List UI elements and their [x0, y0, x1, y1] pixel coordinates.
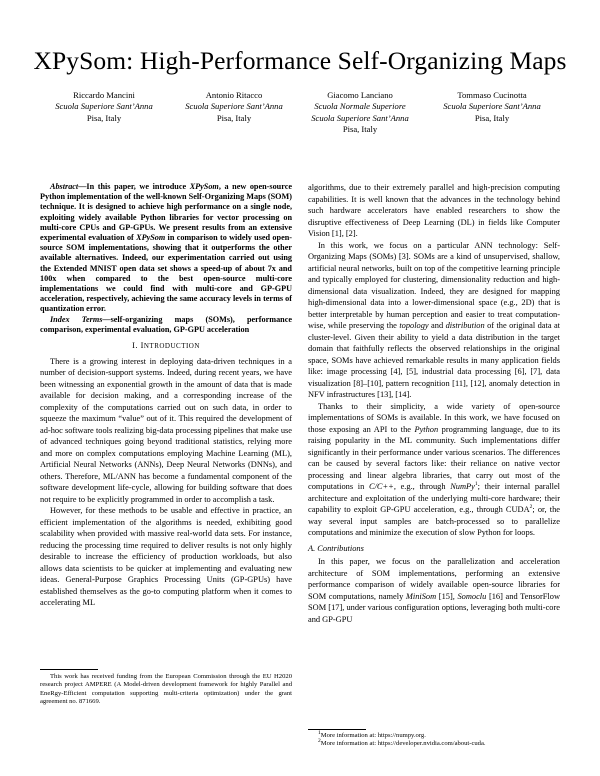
author-2: [170, 90, 298, 124]
author-affiliation-2: Scuola Superiore Sant’Anna: [311, 112, 409, 123]
p2-and: and: [428, 321, 446, 330]
p4-minisom: MiniSom: [405, 591, 437, 601]
footnote-1-mark: 1: [318, 729, 321, 736]
index-terms-text: —self-organizing maps (SOMs), performance comparison, experimental evaluation, GP-GPU acceleration: [40, 314, 293, 334]
footnote-2-text: More information at: https://developer.nvidia.com/about-cuda.: [320, 740, 486, 748]
abstract-dash: —: [78, 182, 87, 191]
index-terms: [40, 315, 292, 335]
abstract-text-3: in comparison to widely used open-source SOM implementations, showing that it outperforms the other available alternatives. Indeed, our experimentation carried out using the Extended MNIST open data set shows a speed-up of about 7x and 100x when compared to the best open-source multi-core implementations we could find with multi-core and GP-GPU acceleration, respectively, achieving the same accuracy levels in terms of quantization error.: [40, 233, 292, 314]
abstract-xpysom-2: XPySom: [136, 233, 166, 243]
abstract-text-2: , a new open-source Python implementation of the well-known Self-Organizing Maps (SOM) technique. It is designed to achieve high performance on a single node, exploiting widely available Python libraries for vector processing on multi-core CPUs and GP-GPUs. We present results from an extensive experimental evaluation of: [40, 182, 292, 243]
funding-footnote-text: This work has received funding from the European Commission through the EU H2020 research project AMPERE (A Model-driven development framework for highly Parallel and EneRgy-Efficient computation supporting multi-criteria optimization) under the grant agreement no. 871669.: [40, 673, 292, 706]
right-paragraph-3: [308, 401, 560, 539]
p3-text-b: programming language, due to its raising popularity in the ML community. Such implementations differ significantly in their performance under various scenarios. The differences can be caused by several factors like: their reliance on native vector processing and linear algebra libraries, that carry out most of the computations in: [308, 424, 560, 491]
abstract-label: Abstract: [50, 182, 79, 191]
section-numeral: I.: [132, 341, 141, 351]
p3-cpp: C/C++: [369, 482, 394, 491]
author-affiliation: Scuola Superiore Sant’Anna: [55, 101, 153, 112]
author-affiliation: Scuola Superiore Sant’Anna: [443, 101, 541, 112]
footnote-mark-1[interactable]: 1: [474, 481, 478, 488]
section-rest: NTRODUCTION: [143, 342, 200, 351]
author-name: Tommaso Cucinotta: [457, 90, 527, 100]
p2-text-b: of the original data at cluster-level. Given their ability to yield a data distribution in the target domain that faithfully reflects the observed relationships in the original space, SOMs have achieved remarkable results in many application fields like: image processing [4], [5], industrial data processing [6], [7], data visualization [8]–[10], pattern recognition [11], [12], anomaly detection in NFV infrastructures [13], [14].: [308, 321, 560, 399]
right-paragraph-2: [308, 240, 560, 401]
footnote-2-mark: 2: [318, 738, 321, 745]
funding-footnote: [40, 673, 292, 707]
p4-text-a: In this paper, we focus on the parallelization and acceleration architecture of SOM implementations, performing an extensive performance comparison of widely available open-source libraries for SOM computations, namely: [308, 557, 560, 601]
index-terms-label: Index Terms: [50, 314, 103, 324]
intro-paragraph-1: There is a growing interest in deploying data-driven techniques in a number of decision-support systems. Indeed, during recent years, we have been witnessing an exponential growth in the amount of data that is made available for decision making, and a corresponding increase of the complexity of the computations carried out on such data, in order to squeeze the maximum “value” out of it. This required the development of ad-hoc software tools realizing big-data processing pipelines that make use of advanced techniques going beyond traditional statistics, relying more and more on complex computations employing Machine Learning (ML), Artificial Neural Networks (ANNs), Deep Neural Networks (DNNs), and others. Therefore, ML/ANN has become a fundamental component of the software development life-cycle, allowing for building software that does not require to be explicitly programmed in order to accomplish a task.: [40, 356, 292, 504]
p3-numpy: NumPy: [450, 482, 475, 491]
p2-distribution: distribution: [445, 321, 485, 330]
p2-text-a: In this work, we focus on a particular ANN technology: Self-Organizing Maps (SOMs) [3]. SOMs are a kind of unsupervised, shallow, artificial neural networks, built on top of the competitive learning principle and typically employed for clustering, dimensionality reduction and high-dimensional data visualization. Indeed, they are designed for mapping high-dimensional data into a lower-dimensional space (e.g., 2D) that is better interpretable by human perception and easier to treat computation-wise, while preserving the: [308, 240, 560, 330]
author-4: [428, 90, 556, 124]
p4-text-b: [15],: [436, 591, 458, 601]
author-3: [296, 90, 424, 136]
intro-paragraph-2: However, for these methods to be usable and effective in practice, an efficient implementation of the algorithms is needed, exhibiting good scalability when provided with massive real-world data sets. For instance, reducing the processing time required to deliver results is not only highly desirable to increase the efficiency of production workloads, but also allows data scientists to be quicker at implementing and evaluating new ideas. General-Purpose Graphics Processing Units (GP-GPUs) have established themselves as the go-to computing platform when it comes to accelerating ML: [40, 506, 292, 608]
footnote-rule-left: [40, 669, 98, 670]
author-affiliation: Scuola Superiore Sant’Anna: [185, 101, 283, 112]
author-location: Pisa, Italy: [216, 112, 252, 123]
author-location: Pisa, Italy: [86, 112, 122, 123]
author-name: Antonio Ritacco: [205, 90, 263, 100]
footnote-1-text: More information at: https://numpy.org.: [320, 732, 426, 739]
abstract-text-1: In this paper, we introduce: [86, 182, 190, 191]
abstract-xpysom: XPySom: [189, 182, 219, 191]
p3-python: Python: [414, 424, 439, 434]
right-paragraph-1: algorithms, due to their extremely parallel and high-precision computing capabilities. It is well known that the advances in the technology behind such hardware accelerators have enabled researchers to show the disruptive effectiveness of Deep Learning (DL) in fields like Computer Vision [1], [2].: [308, 183, 560, 238]
author-name: Riccardo Mancini: [73, 90, 135, 100]
p4-text-c: [16] and TensorFlow SOM [17], under various configuration options, leveraging both multi-core and GP-GPU: [308, 591, 560, 624]
author-name: Giacomo Lanciano: [327, 90, 393, 100]
p4-somoclu: Somoclu: [457, 591, 487, 601]
footnote-rule-right: [308, 729, 366, 730]
abstract: [40, 182, 292, 315]
section-first-letter: I: [140, 341, 144, 351]
right-paragraph-4: [308, 556, 560, 625]
author-location: Pisa, Italy: [342, 124, 378, 135]
author-affiliation: Scuola Normale Superiore: [314, 101, 406, 112]
author-1: [40, 90, 168, 124]
url-footnotes: [308, 729, 560, 749]
left-column: [40, 182, 292, 609]
p3-text-e: ; or, the way several input samples are batch-processed so to parallelize computations and minimize the execution of slow Python for loops.: [308, 505, 560, 537]
footnote-2: [308, 740, 560, 748]
footnote-mark-2[interactable]: 2: [529, 504, 533, 511]
p3-text-d: ; their internal parallel architecture and exploitation of the underlying multi-core hardware; their capability to exploit GP-GPU acceleration, e.g., through CUDA: [308, 482, 560, 514]
p2-topology: topology: [399, 321, 429, 330]
p3-text-a: Thanks to their simplicity, a wide variety of open-source implementations of SOMs is available. In this work, we have focused on those exposing an API to the: [308, 401, 560, 434]
subsection-heading-contributions: A. Contributions: [308, 543, 364, 553]
section-heading-introduction: [40, 340, 292, 353]
author-location: Pisa, Italy: [474, 112, 510, 123]
paper-title: XPySom: High-Performance Self-Organizing Maps: [33, 46, 567, 75]
right-column: [308, 182, 560, 625]
p3-text-c: , e.g., through: [393, 482, 451, 491]
